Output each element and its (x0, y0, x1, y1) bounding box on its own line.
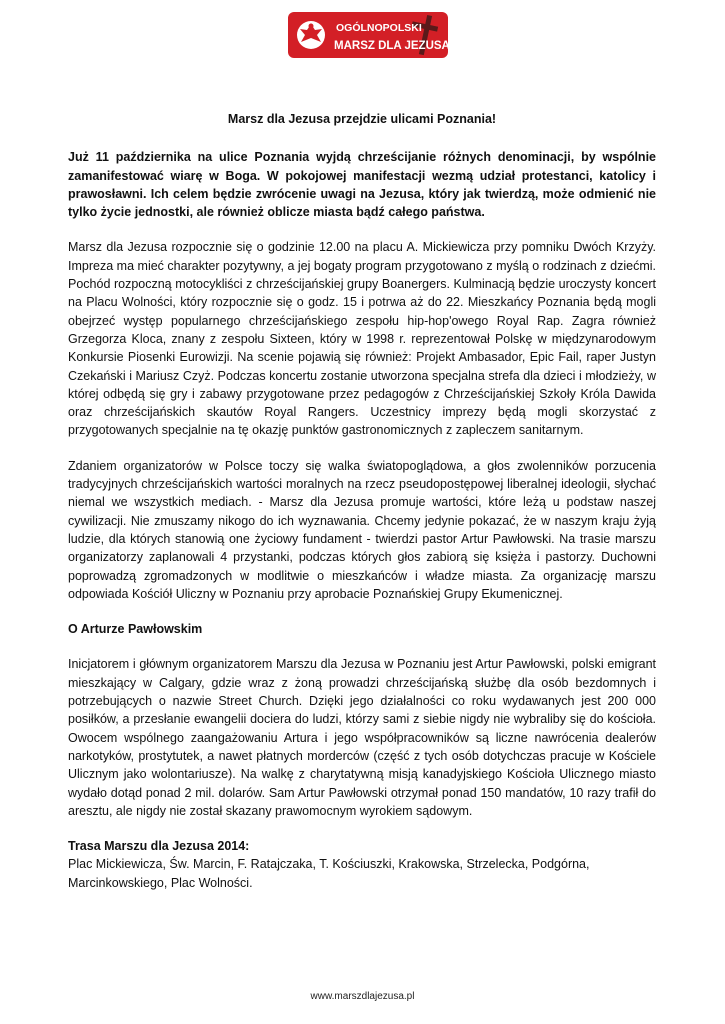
paragraph-1: Marsz dla Jezusa rozpocznie się o godzinie 12.00 na placu A. Mickiewicza przy pomniku Dwóch Krzyży. Impreza ma mieć charakter pozytywny, a jej bogaty program przygotowano z myślą o rodzinach z dziećmi. Pochód rozpoczną motocykliści z chrześcijańskiej grupy Boanergers. Kulminacją będzie uroczysty koncert na Placu Wolności, który rozpocznie się o godz. 15 i potrwa aż do 22. Mieszkańcy Poznania będą mogli obejrzeć występ popularnego chrześcijańskiego zespołu hip-hop'owego Royal Rap. Zagra również Grzegorza Kloca, znany z zespołu Sixteen, który w 1998 r. reprezentował Polskę w międzynarodowym Konkursie Piosenki Eurowizji. Na scenie pojawią się również: Projekt Ambasador, Epic Fail, raper Justyn Czekański i Mariusz Czyż. Podczas koncertu zostanie utworzona specjalna strefa dla dzieci i młodzieży, w której odbędą się gry i zabawy przygotowane przez pedagogów z Chrześcijańskiej Szkoły Króla Dawida oraz chrześcijańskich skautów Royal Rangers. Uczestnicy imprezy będą mogli skorzystać z przygotowanych specjalnie na tę okazję punktów gastronomicznych z zapleczem sanitarnym. (68, 240, 656, 438)
paragraph-3: Inicjatorem i głównym organizatorem Marszu dla Jezusa w Poznaniu jest Artur Pawłowski, polski emigrant mieszkający w Calgary, gdzie wraz z żoną prowadzi chrześcijańską służbę dla osób bezdomnych i potrzebujących o nazwie Street Church. Dzięki jego działalności co roku wydawanych jest 200 000 posiłków, a przesłanie ewangelii dociera do ludzi, którzy sami z siebie nigdy nie wybraliby się do kościoła. Owocem wspólnego zaangażowaniu Artura i jego współpracowników są liczne nawrócenia dealerów narkotyków, prostytutek, a nawet płatnych morderców (część z tych osób dotychczas pracuje w Kościele Ulicznym jako wolontariusze). Na walkę z charytatywną misją kanadyjskiego Kościoła Ulicznego miasto wydało dotąd ponad 2 mil. dolarów. Sam Artur Pawłowski otrzymał ponad 150 mandatów, 10 razy trafił do aresztu, ale nigdy nie został skazany prawomocnym wyrokiem sądowym. (68, 657, 656, 818)
eagle-icon (297, 21, 325, 49)
route-text: Plac Mickiewicza, Św. Marcin, F. Ratajczaka, T. Kościuszki, Krakowska, Strzelecka, Podgórna, Marcinkowskiego, Plac Wolności. (68, 857, 590, 890)
paragraph-2: Zdaniem organizatorów w Polsce toczy się walka światopoglądowa, a głos zwolenników porzucenia tradycyjnych chrześcijańskich wartości moralnych na rzecz pseudopostępowej liberalnej ideologii, słychać niemal we wszystkich mediach. - Marsz dla Jezusa promuje wartości, które leżą u podstaw naszej cywilizacji. Nie zmuszamy nikogo do ich wyznawania. Chcemy jedynie pokazać, że w naszym kraju żyją ludzie, dla których stanowią one życiowy fundament - twierdzi pastor Artur Pawłowski. Na trasie marszu organizatorzy zaplanowali 4 przystanki, podczas których głos zabiorą się księża i pastorzy. Duchowni poprowadzą zgromadzonych w modlitwie o mieszkańców i władze miasta. Za organizację marszu odpowiada Kościół Uliczny w Poznaniu przy aprobacie Poznańskiej Grupy Ekumenicznej. (68, 458, 656, 601)
route-heading: Trasa Marszu dla Jezusa 2014: (68, 839, 250, 854)
lead-paragraph: Już 11 października na ulice Poznania wyjdą chrześcijanie różnych denominacji, by wspólnie zamanifestować wiarę w Boga. W pokojowej manifestacji wezmą udział protestanci, katolicy i prawosławni. Ich celem będzie zwrócenie uwagi na Jezusa, który jak twierdzą, może odmienić nie tylko życie jednostki, ale również oblicze miasta bądź całego państwa. (68, 150, 656, 220)
footer-url: www.marszdlajezusa.pl (310, 991, 415, 1002)
logo-line1: OGÓLNOPOLSKI (336, 22, 422, 34)
logo-graphic (288, 12, 448, 58)
logo-line2: MARSZ DLA JEZUSA (334, 40, 448, 52)
article-title: Marsz dla Jezusa przejdzie ulicami Poznania! (227, 112, 497, 126)
logo (288, 12, 448, 58)
article (68, 110, 656, 892)
section-heading: O Arturze Pawłowskim (68, 622, 203, 637)
